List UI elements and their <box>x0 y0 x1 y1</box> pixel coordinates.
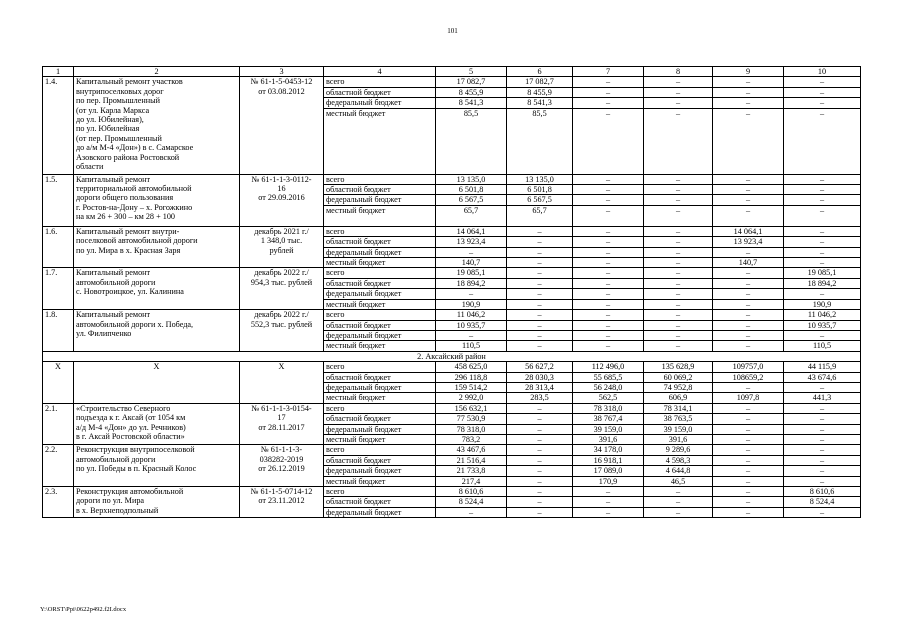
amount-cell: – <box>644 98 713 108</box>
amount-cell: 65,7 <box>507 205 573 226</box>
amount-cell: 85,5 <box>436 108 507 174</box>
amount-cell: 46,5 <box>644 476 713 486</box>
amount-cell: 391,6 <box>644 434 713 444</box>
amount-cell: – <box>713 497 784 507</box>
amount-cell: 13 135,0 <box>507 174 573 184</box>
budget-type: всего <box>324 403 436 413</box>
amount-cell: 9 289,6 <box>644 445 713 455</box>
column-number: 4 <box>324 67 436 77</box>
amount-cell: – <box>713 476 784 486</box>
amount-cell: – <box>784 98 861 108</box>
amount-cell: 8 541,3 <box>507 98 573 108</box>
column-number: 7 <box>573 67 644 77</box>
amount-cell: 55 685,5 <box>573 372 644 382</box>
amount-cell: – <box>644 497 713 507</box>
amount-cell: – <box>573 108 644 174</box>
amount-cell: 17 082,7 <box>507 77 573 87</box>
table-row <box>43 310 861 320</box>
amount-cell: 6 567,5 <box>436 195 507 205</box>
amount-cell: – <box>644 77 713 87</box>
amount-cell: – <box>573 487 644 497</box>
amount-cell: 17 089,0 <box>573 466 644 476</box>
amount-cell: – <box>507 403 573 413</box>
column-number: 5 <box>436 67 507 77</box>
budget-type: всего <box>324 77 436 87</box>
amount-cell: – <box>507 299 573 309</box>
amount-cell: 65,7 <box>436 205 507 226</box>
amount-cell: – <box>644 185 713 195</box>
budget-type: федеральный бюджет <box>324 289 436 299</box>
amount-cell: – <box>713 341 784 351</box>
amount-cell: – <box>713 77 784 87</box>
item-name: Капитальный ремонт внутри- поселковой автомобильной дороги по ул. Мира в х. Красная Заря <box>74 226 240 268</box>
table-row <box>43 77 861 87</box>
amount-cell: – <box>573 87 644 97</box>
amount-cell: 56 627,2 <box>507 362 573 372</box>
budget-type: областной бюджет <box>324 320 436 330</box>
amount-cell: – <box>713 185 784 195</box>
amount-cell: – <box>644 268 713 278</box>
amount-cell: 28 030,3 <box>507 372 573 382</box>
amount-cell: – <box>507 487 573 497</box>
item-document: декабрь 2021 г./ 1 348,0 тыс. рублей <box>240 226 324 268</box>
amount-cell: 14 064,1 <box>713 226 784 236</box>
amount-cell: 74 952,8 <box>644 382 713 392</box>
amount-cell: – <box>784 476 861 486</box>
amount-cell: 562,5 <box>573 393 644 403</box>
amount-cell: 19 085,1 <box>784 268 861 278</box>
amount-cell: – <box>573 247 644 257</box>
amount-cell: – <box>784 174 861 184</box>
amount-cell: – <box>784 247 861 257</box>
amount-cell: 85,5 <box>507 108 573 174</box>
amount-cell: – <box>644 310 713 320</box>
amount-cell: 56 248,0 <box>573 382 644 392</box>
amount-cell: 13 135,0 <box>436 174 507 184</box>
amount-cell: – <box>713 445 784 455</box>
table-row <box>43 174 861 184</box>
budget-type: федеральный бюджет <box>324 382 436 392</box>
amount-cell: – <box>644 320 713 330</box>
amount-cell: 13 923,4 <box>713 237 784 247</box>
amount-cell: – <box>784 185 861 195</box>
column-number: 10 <box>784 67 861 77</box>
item-number: 2.3. <box>43 487 74 518</box>
amount-cell: 13 923,4 <box>436 237 507 247</box>
amount-cell: 296 118,8 <box>436 372 507 382</box>
amount-cell: – <box>784 77 861 87</box>
amount-cell: – <box>784 382 861 392</box>
amount-cell: – <box>436 507 507 517</box>
amount-cell: 1097,8 <box>713 393 784 403</box>
table-row <box>43 362 861 372</box>
amount-cell: 34 178,0 <box>573 445 644 455</box>
amount-cell: 4 644,8 <box>644 466 713 476</box>
amount-cell: – <box>784 507 861 517</box>
amount-cell: 8 524,4 <box>784 497 861 507</box>
amount-cell: – <box>573 237 644 247</box>
amount-cell: 4 598,3 <box>644 455 713 465</box>
section-title: 2. Аксайский район <box>43 351 861 361</box>
amount-cell: 112 496,0 <box>573 362 644 372</box>
amount-cell: – <box>507 289 573 299</box>
amount-cell: 8 610,6 <box>436 487 507 497</box>
table-row <box>43 445 861 455</box>
item-document: № 61-1-1-3-0154- 17 от 28.11.2017 <box>240 403 324 445</box>
amount-cell: – <box>784 424 861 434</box>
amount-cell: – <box>573 77 644 87</box>
amount-cell: – <box>573 268 644 278</box>
amount-cell: – <box>573 330 644 340</box>
amount-cell: 2 992,0 <box>436 393 507 403</box>
amount-cell: – <box>784 434 861 444</box>
budget-type: местный бюджет <box>324 434 436 444</box>
amount-cell: – <box>507 330 573 340</box>
amount-cell: – <box>644 237 713 247</box>
budget-type: местный бюджет <box>324 108 436 174</box>
amount-cell: – <box>507 476 573 486</box>
amount-cell: – <box>713 320 784 330</box>
amount-cell: – <box>713 268 784 278</box>
item-name: Капитальный ремонт участков внутрипоселковых дорог по пер. Промышленный (от ул. Карла Маркса до ул. Юбилейная), по ул. Юбилейная (от пер. Промышленный до а/м М-4 «Дон») в с. Самарское Азовского района Ростовской области <box>74 77 240 174</box>
amount-cell: – <box>573 185 644 195</box>
amount-cell: 170,9 <box>573 476 644 486</box>
budget-type: местный бюджет <box>324 205 436 226</box>
amount-cell: 21 516,4 <box>436 455 507 465</box>
budget-type: федеральный бюджет <box>324 330 436 340</box>
amount-cell: – <box>713 247 784 257</box>
item-document: декабрь 2022 г./ 954,3 тыс. рублей <box>240 268 324 310</box>
column-number: 2 <box>74 67 240 77</box>
amount-cell: 458 625,0 <box>436 362 507 372</box>
amount-cell: 110,5 <box>784 341 861 351</box>
amount-cell: – <box>784 87 861 97</box>
item-name: Реконструкция внутрипоселковой автомобильной дороги по ул. Победы в п. Красный Колос <box>74 445 240 487</box>
amount-cell: 11 046,2 <box>436 310 507 320</box>
amount-cell: – <box>713 108 784 174</box>
item-document: № 61-1-5-0453-12 от 03.08.2012 <box>240 77 324 174</box>
item-number: 1.7. <box>43 268 74 310</box>
amount-cell: – <box>507 247 573 257</box>
amount-cell: – <box>713 87 784 97</box>
amount-cell: 391,6 <box>573 434 644 444</box>
budget-type: всего <box>324 362 436 372</box>
amount-cell: – <box>507 226 573 236</box>
budget-type: местный бюджет <box>324 476 436 486</box>
amount-cell: – <box>507 466 573 476</box>
amount-cell: – <box>713 507 784 517</box>
item-document: № 61-1-5-0714-12 от 23.11.2012 <box>240 487 324 518</box>
amount-cell: – <box>713 330 784 340</box>
amount-cell: – <box>507 268 573 278</box>
amount-cell: 38 763,5 <box>644 414 713 424</box>
amount-cell: – <box>644 289 713 299</box>
item-name: Капитальный ремонт автомобильной дороги х. Победа, ул. Филипченко <box>74 310 240 352</box>
budget-type: всего <box>324 445 436 455</box>
column-number: 6 <box>507 67 573 77</box>
item-name: Капитальный ремонт автомобильной дороги с. Новотроицкое, ул. Калинина <box>74 268 240 310</box>
budget-type: всего <box>324 487 436 497</box>
budget-type: областной бюджет <box>324 497 436 507</box>
amount-cell: 783,2 <box>436 434 507 444</box>
table-row <box>43 403 861 413</box>
amount-cell: – <box>644 258 713 268</box>
amount-cell: – <box>436 247 507 257</box>
amount-cell: 109757,0 <box>713 362 784 372</box>
item-document: № 61-1-1-3- 038282-2019 от 26.12.2019 <box>240 445 324 487</box>
table-row <box>43 487 861 497</box>
budget-type: местный бюджет <box>324 393 436 403</box>
item-number: 2.2. <box>43 445 74 487</box>
amount-cell: – <box>436 330 507 340</box>
budget-type: всего <box>324 310 436 320</box>
amount-cell: 21 733,8 <box>436 466 507 476</box>
amount-cell: – <box>713 299 784 309</box>
amount-cell: 6 567,5 <box>507 195 573 205</box>
x-mark: Х <box>240 362 324 404</box>
amount-cell: – <box>507 341 573 351</box>
budget-type: федеральный бюджет <box>324 247 436 257</box>
amount-cell: – <box>507 445 573 455</box>
column-number: 8 <box>644 67 713 77</box>
amount-cell: 60 069,2 <box>644 372 713 382</box>
amount-cell: – <box>507 414 573 424</box>
amount-cell: – <box>713 434 784 444</box>
amount-cell: – <box>644 174 713 184</box>
amount-cell: – <box>573 195 644 205</box>
budget-type: федеральный бюджет <box>324 98 436 108</box>
budget-type: всего <box>324 174 436 184</box>
amount-cell: 78 318,0 <box>436 424 507 434</box>
budget-type: областной бюджет <box>324 87 436 97</box>
budget-table <box>42 66 861 518</box>
budget-type: областной бюджет <box>324 414 436 424</box>
amount-cell: 43 674,6 <box>784 372 861 382</box>
amount-cell: – <box>713 289 784 299</box>
amount-cell: – <box>573 320 644 330</box>
amount-cell: – <box>784 195 861 205</box>
amount-cell: – <box>644 108 713 174</box>
column-number: 9 <box>713 67 784 77</box>
amount-cell: 39 159,0 <box>573 424 644 434</box>
amount-cell: 78 318,0 <box>573 403 644 413</box>
amount-cell: 8 541,3 <box>436 98 507 108</box>
item-number: 2.1. <box>43 403 74 445</box>
amount-cell: – <box>507 278 573 288</box>
item-document: № 61-1-1-3-0112- 16 от 29.09.2016 <box>240 174 324 226</box>
amount-cell: 190,9 <box>436 299 507 309</box>
amount-cell: – <box>713 466 784 476</box>
amount-cell: – <box>507 434 573 444</box>
budget-type: областной бюджет <box>324 237 436 247</box>
amount-cell: – <box>784 403 861 413</box>
column-number: 3 <box>240 67 324 77</box>
item-number: 1.4. <box>43 77 74 174</box>
amount-cell: – <box>573 174 644 184</box>
amount-cell: 78 314,1 <box>644 403 713 413</box>
budget-type: областной бюджет <box>324 278 436 288</box>
amount-cell: – <box>713 98 784 108</box>
amount-cell: – <box>573 258 644 268</box>
amount-cell: – <box>784 445 861 455</box>
amount-cell: 8 524,4 <box>436 497 507 507</box>
amount-cell: 283,5 <box>507 393 573 403</box>
amount-cell: – <box>713 403 784 413</box>
amount-cell: – <box>644 87 713 97</box>
amount-cell: 6 501,8 <box>436 185 507 195</box>
budget-type: федеральный бюджет <box>324 195 436 205</box>
column-number: 1 <box>43 67 74 77</box>
amount-cell: 6 501,8 <box>507 185 573 195</box>
footer-file-path: Y:\ORST\Ppi\0622p492.f2I.docx <box>40 606 127 613</box>
amount-cell: – <box>644 487 713 497</box>
amount-cell: – <box>713 455 784 465</box>
amount-cell: – <box>784 205 861 226</box>
amount-cell: – <box>507 455 573 465</box>
budget-type: федеральный бюджет <box>324 507 436 517</box>
amount-cell: – <box>713 205 784 226</box>
amount-cell: 19 085,1 <box>436 268 507 278</box>
amount-cell: 17 082,7 <box>436 77 507 87</box>
amount-cell: 44 115,9 <box>784 362 861 372</box>
amount-cell: 39 159,0 <box>644 424 713 434</box>
amount-cell: – <box>507 237 573 247</box>
amount-cell: 16 918,1 <box>573 455 644 465</box>
amount-cell: – <box>573 497 644 507</box>
amount-cell: 43 467,6 <box>436 445 507 455</box>
budget-type: федеральный бюджет <box>324 466 436 476</box>
amount-cell: 38 767,4 <box>573 414 644 424</box>
amount-cell: 8 455,9 <box>436 87 507 97</box>
amount-cell: – <box>507 497 573 507</box>
amount-cell: – <box>784 330 861 340</box>
amount-cell: – <box>713 174 784 184</box>
amount-cell: – <box>573 278 644 288</box>
item-number: 1.8. <box>43 310 74 352</box>
amount-cell: – <box>713 195 784 205</box>
amount-cell: 18 894,2 <box>784 278 861 288</box>
amount-cell: 14 064,1 <box>436 226 507 236</box>
section-title-row <box>43 351 861 361</box>
amount-cell: 10 935,7 <box>436 320 507 330</box>
budget-type: всего <box>324 268 436 278</box>
amount-cell: 11 046,2 <box>784 310 861 320</box>
amount-cell: – <box>507 424 573 434</box>
amount-cell: 8 610,6 <box>784 487 861 497</box>
amount-cell: 77 530,9 <box>436 414 507 424</box>
amount-cell: – <box>784 455 861 465</box>
amount-cell: – <box>573 507 644 517</box>
budget-type: областной бюджет <box>324 455 436 465</box>
amount-cell: 140,7 <box>713 258 784 268</box>
amount-cell: – <box>507 507 573 517</box>
amount-cell: 28 313,4 <box>507 382 573 392</box>
item-number: 1.5. <box>43 174 74 226</box>
amount-cell: – <box>573 289 644 299</box>
amount-cell: – <box>784 258 861 268</box>
amount-cell: – <box>713 414 784 424</box>
amount-cell: – <box>507 258 573 268</box>
budget-type: областной бюджет <box>324 372 436 382</box>
amount-cell: – <box>784 226 861 236</box>
amount-cell: 156 632,1 <box>436 403 507 413</box>
amount-cell: – <box>644 247 713 257</box>
amount-cell: – <box>713 310 784 320</box>
table-row <box>43 268 861 278</box>
item-name: Капитальный ремонт территориальной автомобильной дороги общего пользования г. Ростов-на-Дону – х. Рогожкино на км 26 + 300 – км 28 + 100 <box>74 174 240 226</box>
amount-cell: 140,7 <box>436 258 507 268</box>
amount-cell: – <box>644 226 713 236</box>
amount-cell: 606,9 <box>644 393 713 403</box>
amount-cell: 18 894,2 <box>436 278 507 288</box>
amount-cell: – <box>644 299 713 309</box>
column-number-row <box>43 67 861 77</box>
amount-cell: – <box>507 310 573 320</box>
budget-type: местный бюджет <box>324 341 436 351</box>
amount-cell: – <box>644 341 713 351</box>
amount-cell: 135 628,9 <box>644 362 713 372</box>
budget-type: федеральный бюджет <box>324 424 436 434</box>
amount-cell: 10 935,7 <box>784 320 861 330</box>
budget-type: местный бюджет <box>324 299 436 309</box>
budget-type: областной бюджет <box>324 185 436 195</box>
amount-cell: – <box>644 330 713 340</box>
amount-cell: – <box>573 98 644 108</box>
budget-type: всего <box>324 226 436 236</box>
amount-cell: – <box>713 382 784 392</box>
amount-cell: – <box>644 205 713 226</box>
item-name: Реконструкция автомобильной дороги по ул. Мира в х. Верхнеподпольный <box>74 487 240 518</box>
amount-cell: – <box>573 341 644 351</box>
amount-cell: – <box>713 487 784 497</box>
amount-cell: 217,4 <box>436 476 507 486</box>
amount-cell: – <box>573 226 644 236</box>
page-number: 101 <box>447 27 458 35</box>
amount-cell: 190,9 <box>784 299 861 309</box>
amount-cell: – <box>784 289 861 299</box>
amount-cell: – <box>784 466 861 476</box>
amount-cell: 159 514,2 <box>436 382 507 392</box>
amount-cell: – <box>644 507 713 517</box>
x-mark: Х <box>43 362 74 404</box>
amount-cell: – <box>784 414 861 424</box>
amount-cell: 110,5 <box>436 341 507 351</box>
table-row <box>43 226 861 236</box>
item-number: 1.6. <box>43 226 74 268</box>
amount-cell: – <box>436 289 507 299</box>
amount-cell: – <box>644 195 713 205</box>
amount-cell: – <box>784 237 861 247</box>
amount-cell: – <box>713 278 784 288</box>
amount-cell: – <box>784 108 861 174</box>
amount-cell: – <box>713 424 784 434</box>
amount-cell: – <box>573 310 644 320</box>
amount-cell: – <box>644 278 713 288</box>
amount-cell: 8 455,9 <box>507 87 573 97</box>
x-mark: Х <box>74 362 240 404</box>
amount-cell: – <box>573 205 644 226</box>
amount-cell: – <box>573 299 644 309</box>
budget-type: местный бюджет <box>324 258 436 268</box>
item-document: декабрь 2022 г./ 552,3 тыс. рублей <box>240 310 324 352</box>
amount-cell: 108659,2 <box>713 372 784 382</box>
item-name: «Строительство Северного подъезда к г. Аксай (от 1054 км а/д М-4 «Дон» до ул. Речников) в г. Аксай Ростовской области» <box>74 403 240 445</box>
amount-cell: 441,3 <box>784 393 861 403</box>
amount-cell: – <box>507 320 573 330</box>
